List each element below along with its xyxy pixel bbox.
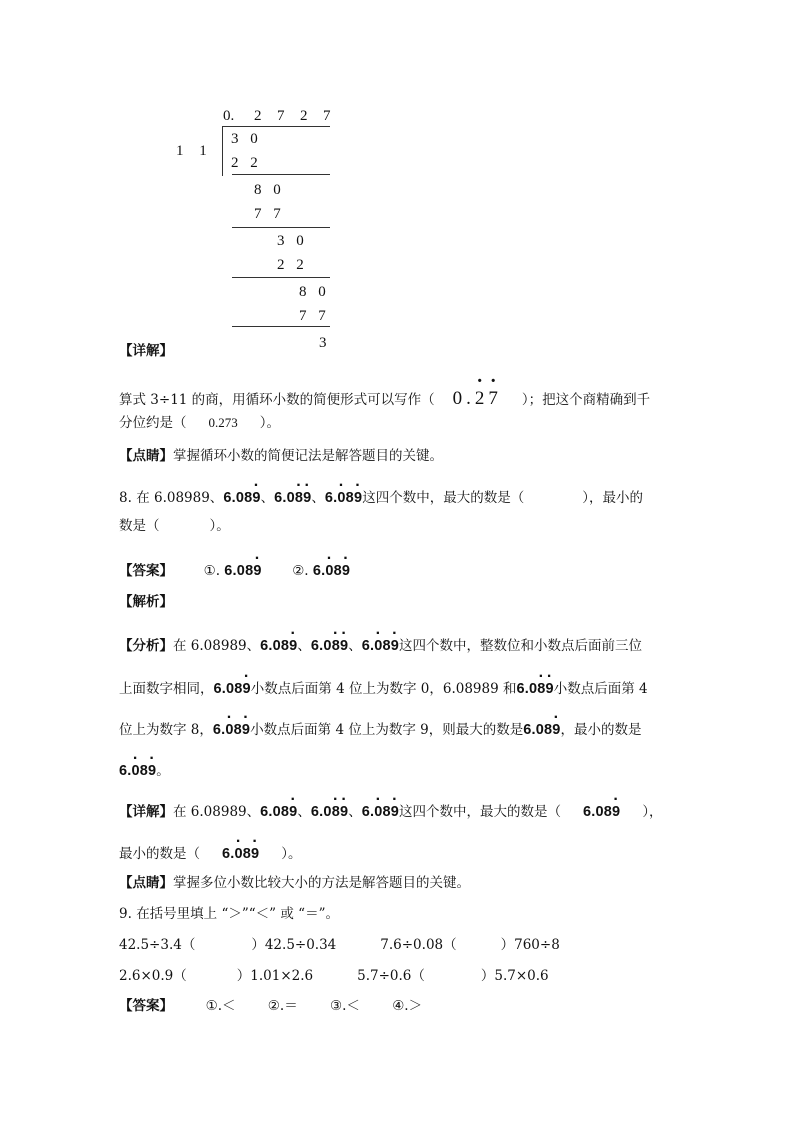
q7-line-1: 算式 3÷11 的商，用循环小数的简便形式可以写作（ 0.· 2· 7 ）；把这个商精确到千 (119, 390, 650, 409)
q8-answer: 【答案】 ①. 6.08· 9 ②. 6.· 08· 9 (119, 562, 350, 580)
detail-max: 6.08· 9 (583, 803, 620, 821)
division-line (232, 326, 330, 327)
division-row: 3 0 (231, 131, 262, 147)
answer-max: 6.08· 9 (224, 562, 261, 580)
division-bracket (222, 126, 223, 176)
division-row: 7 7 (254, 206, 285, 222)
q8-tip: 【点睛】掌握多位小数比较大小的方法是解答题目的关键。 (119, 875, 470, 891)
detail-min: 6.· 08· 9 (222, 845, 259, 863)
q8-analysis-line-1: 【分析】在 6.08989、6.08· 9、6.0· 8· 9、6.· 08· 9这四个数中，整数位和小数点后面前三位 (119, 637, 642, 655)
q9-answer: 【答案】 ①.＜ ②.＝ ③.＜ ④.＞ (119, 998, 423, 1014)
q9-answer-4: ④.＞ (392, 998, 423, 1014)
recurring-decimal: 6.· 08· 9 (325, 489, 362, 507)
recurring-decimal: 6.08· 9 (223, 489, 260, 507)
division-line (232, 227, 330, 228)
q9-answer-1: ①.＜ (205, 998, 236, 1014)
division-row: 7 7 (299, 308, 330, 324)
q8-stem-line-1: 8. 在 6.08989、6.08· 9、6.0· 8· 9、6.· 08· 9这四个数中，最大的数是（ ），最小的 (119, 489, 643, 507)
quotient-digit: 7 (277, 108, 285, 124)
division-row: 8 0 (299, 284, 330, 300)
divisor: 1 1 (176, 143, 213, 159)
recurring-decimal: 0.· 2· 7 (453, 390, 502, 408)
division-line (232, 277, 330, 278)
q9-row-1: 42.5÷3.4（ ）42.5÷0.34 7.6÷0.08（ ）760÷8 (119, 937, 560, 953)
quotient-digit: 7 (323, 108, 331, 124)
q8-analysis-line-3: 位上为数字 8，6.· 08· 9小数点后面第 4 位上为数字 9，则最大的数是6.08· 9，最小的数是 (119, 721, 642, 739)
detail-tag: 【详解】 (119, 343, 173, 359)
division-row: 8 0 (254, 182, 285, 198)
division-row: 3 0 (277, 233, 308, 249)
q9-answer-3: ③.＜ (330, 998, 360, 1014)
q8-analysis-line-4: 6.· 08· 9。 (119, 762, 170, 780)
division-row: 2 2 (277, 257, 308, 273)
answer-min: 6.· 08· 9 (313, 562, 350, 580)
quotient-digit: 2 (254, 108, 262, 124)
division-line (232, 174, 330, 175)
q9-row-2: 2.6×0.9（ ）1.01×2.6 5.7÷0.6（ ）5.7×0.6 (119, 968, 549, 984)
quotient-digit: 2 (300, 108, 308, 124)
division-bar (222, 126, 330, 127)
division-row: 2 2 (231, 155, 262, 171)
q7-line-2: 分位约是（ 0.273 ）。 (119, 415, 280, 431)
division-remainder: 3 (319, 335, 327, 351)
q9-stem: 9. 在括号里填上 “＞”“＜” 或 “＝”。 (119, 906, 339, 922)
approx-answer: 0.273 (208, 415, 238, 430)
q8-detail-line-1: 【详解】在 6.08989、6.08· 9、6.0· 8· 9、6.· 08· 9这四个数中，最大的数是（ 6.08· 9 ）， (119, 803, 663, 821)
q8-stem-line-2: 数是（ ）。 (119, 518, 230, 534)
recurring-decimal: 6.0· 8· 9 (274, 489, 311, 507)
q7-tip: 【点睛】掌握循环小数的简便记法是解答题目的关键。 (119, 448, 443, 464)
q9-answer-2: ②.＝ (267, 998, 298, 1014)
quotient-digit: 0. (223, 108, 235, 124)
q8-detail-line-2: 最小的数是（ 6.· 08· 9 ）。 (119, 845, 302, 863)
q8-analysis-line-2: 上面数字相同，6.08· 9小数点后面第 4 位上为数字 0，6.08989 和6.0· 8· 9小数点后面第 4 (119, 680, 648, 698)
analysis-tag: 【解析】 (119, 594, 173, 610)
